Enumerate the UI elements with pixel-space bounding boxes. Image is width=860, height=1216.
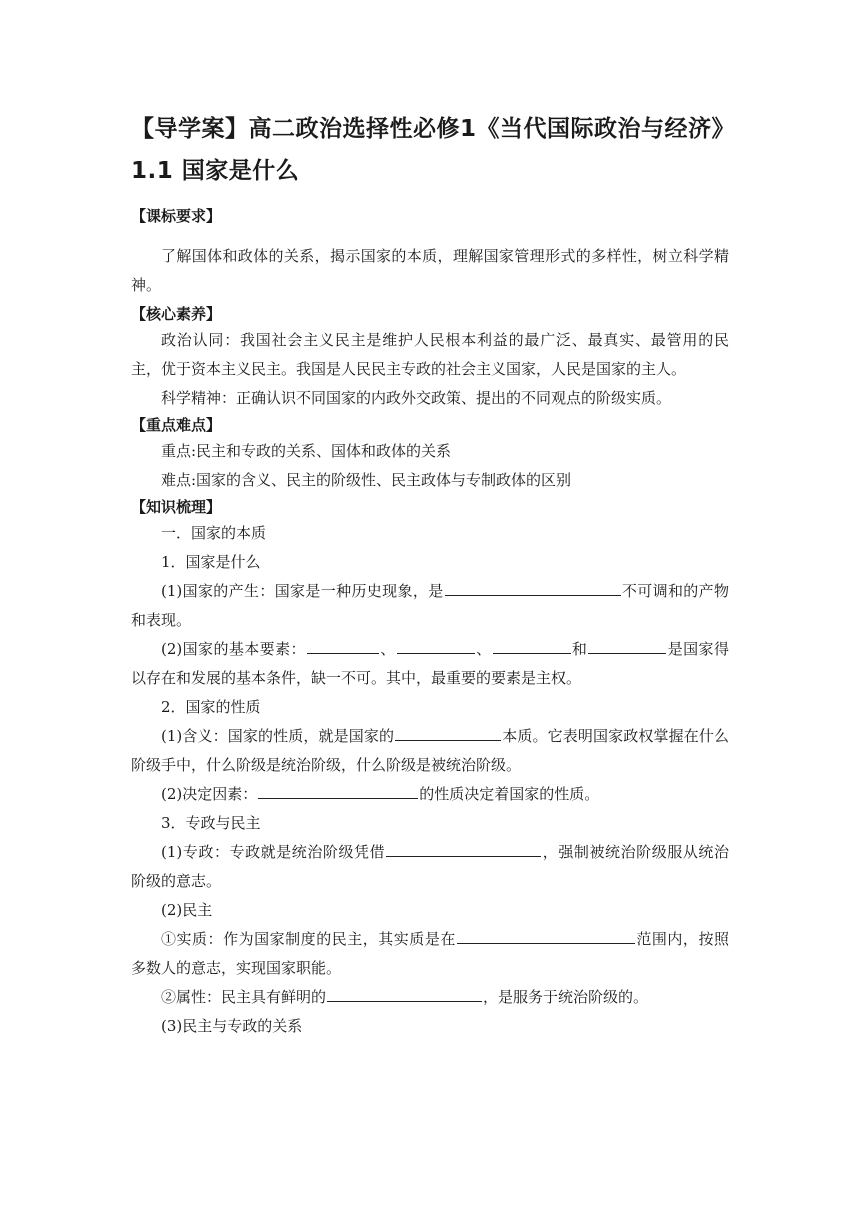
item-dictatorship: (1)专政：专政就是统治阶级凭借 ，强制被统治阶级服从统治阶级的意志。 [131, 838, 729, 896]
item-state-elements: (2)国家的基本要素： 、 、 和 是国家得以存在和发展的基本条件，缺一不可。其中，最重要的要素是主权。 [131, 635, 729, 693]
section-heading-key-points: 【重点难点】 [131, 416, 222, 434]
subheading-dictatorship-democracy: 3．专政与民主 [161, 814, 261, 832]
item-democracy-attribute: ②属性：民主具有鲜明的 ，是服务于统治阶级的。 [131, 983, 729, 1012]
fill-blank[interactable] [395, 723, 501, 741]
part-heading-state-essence: 一．国家的本质 [161, 524, 267, 542]
item-democracy: (2)民主 [161, 901, 213, 919]
difficult-point-text: 难点:国家的含义、民主的阶级性、民主政体与专制政体的区别 [161, 471, 572, 489]
item-democracy-dictatorship-relation: (3)民主与专政的关系 [161, 1017, 303, 1035]
fill-blank[interactable] [397, 636, 475, 654]
item-nature-factor: (2)决定因素： 的性质决定着国家的性质。 [131, 780, 729, 809]
section-heading-core-literacy: 【核心素养】 [131, 305, 222, 323]
section-heading-curriculum: 【课标要求】 [131, 207, 222, 225]
key-point-text: 重点:民主和专政的关系、国体和政体的关系 [161, 442, 452, 460]
subheading-what-is-state: 1．国家是什么 [161, 553, 261, 571]
item-state-origin: (1)国家的产生：国家是一种历史现象，是 不可调和的产物和表现。 [131, 577, 729, 635]
political-identity-text: 政治认同：我国社会主义民主是维护人民根本利益的最广泛、最真实、最管用的民主，优于资本主义民主。我国是人民民主专政的社会主义国家，人民是国家的主人。 [131, 331, 729, 378]
fill-blank[interactable] [588, 636, 666, 654]
subheading-state-nature: 2．国家的性质 [161, 698, 261, 716]
scientific-spirit-text: 科学精神：正确认识不同国家的内政外交政策、提出的不同观点的阶级实质。 [161, 389, 672, 407]
fill-blank[interactable] [307, 636, 379, 654]
document-title: 【导学案】高二政治选择性必修1《当代国际政治与经济》1.1 国家是什么 [131, 116, 724, 184]
fill-blank[interactable] [445, 578, 621, 596]
item-nature-meaning: (1)含义：国家的性质，就是国家的 本质。它表明国家政权掌握在什么阶级手中，什么阶级是统治阶级，什么阶级是被统治阶级。 [131, 722, 729, 780]
fill-blank[interactable] [386, 839, 541, 857]
fill-blank[interactable] [493, 636, 571, 654]
document-page [131, 108, 729, 1041]
fill-blank[interactable] [457, 926, 635, 944]
curriculum-text: 了解国体和政体的关系，揭示国家的本质，理解国家管理形式的多样性，树立科学精神。 [131, 247, 729, 294]
item-democracy-essence: ①实质：作为国家制度的民主，其实质是在 范围内，按照多数人的意志，实现国家职能。 [131, 925, 729, 983]
fill-blank[interactable] [327, 984, 482, 1002]
fill-blank[interactable] [258, 781, 418, 799]
section-heading-knowledge: 【知识梳理】 [131, 498, 222, 516]
